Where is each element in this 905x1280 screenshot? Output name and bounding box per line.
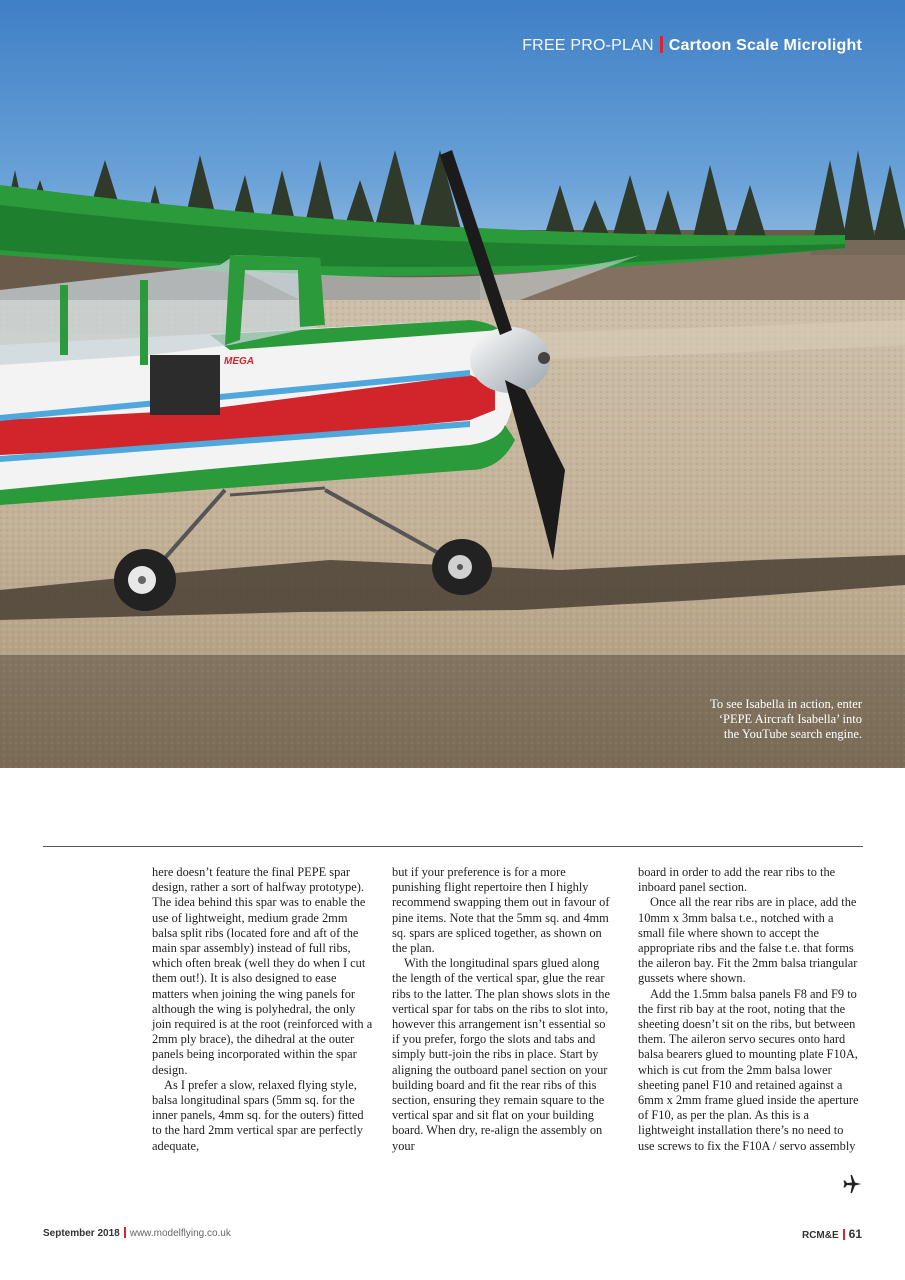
footer-divider <box>843 1229 845 1240</box>
paragraph: Add the 1.5mm balsa panels F8 and F9 to the first rib bay at the root, noting that the sheeting doesn’t sit on the ribs, but between them. The aileron servo secures onto hard balsa bearers glued to mounting plate F10A, which is cut from the 2mm balsa lower sheeting panel F10 and retained against a 6mm x 2mm frame glued inside the aperture of F10, as per the plan. As this is a lightweight installation there’s no need to use screws to fix the F10A / servo assembly <box>638 986 859 1153</box>
page-number: 61 <box>848 1227 862 1241</box>
footer-left <box>43 1227 231 1239</box>
text-column-3 <box>638 865 860 1154</box>
article-title: Cartoon Scale Microlight <box>668 37 862 54</box>
footer-divider <box>124 1227 126 1238</box>
left-wheel <box>114 549 176 611</box>
airplane-icon <box>842 1174 862 1194</box>
divider-rule <box>43 846 863 847</box>
footer-right <box>802 1227 862 1241</box>
issue-date: September 2018 <box>43 1228 120 1239</box>
magazine-name: RCM&E <box>801 1230 839 1241</box>
text-column-1 <box>152 865 374 1154</box>
paragraph: With the longitudinal spars glued along the length of the vertical spar, glue the rear ribs to the latter. The plan shows slots in the vertical spar for tabs on the ribs to slot into, however this arrangement isn’t essential so if you prefer, forgo the slots and tabs and simply butt-join the ribs in place. Start by aligning the outboard panel section on your building board and fit the rear ribs of this section, ensuring they remain square to the vertical spar and sit flat on your building board. When dry, re-align the assembly on your <box>392 956 610 1153</box>
paragraph: board in order to add the rear ribs to the inboard panel section. <box>638 865 836 895</box>
paragraph: Once all the rear ribs are in place, add the 10mm x 3mm balsa t.e., notched with a small file where shown to accept the appropriate ribs and the false t.e. that forms the aileron bay. Fit the 2mm balsa triangular gussets where shown. <box>638 895 858 986</box>
website-link[interactable]: www.modelflying.co.uk <box>129 1228 231 1239</box>
paragraph: here doesn’t feature the final PEPE spar design, rather a sort of halfway prototype). The idea behind this spar was to enable the use of lightweight, medium grade 2mm balsa split ribs (located fore and aft of the main spar assembly) instead of full ribs, which often break (well they do when I cut them out!). It is also designed to ease matters when joining the wing panels for although the wing is polyhedral, the only join required is at the root (reinforced with a 2mm ply brace), the dihedral at the outer panels being incorporated within the spar design. <box>152 865 373 1077</box>
photo-caption: To see Isabella in action, enter ‘PEPE Aircraft Isabella’ into the YouTube search engine. <box>710 697 862 741</box>
paragraph: As I prefer a slow, relaxed flying style, balsa longitudinal spars (5mm sq. for the inner panels, 4mm sq. for the outers) fitted to the hard 2mm vertical spar are perfectly adequate, <box>152 1077 364 1153</box>
fuselage-decal: MEGA <box>224 356 254 367</box>
text-column-2 <box>392 865 614 1154</box>
section-header <box>522 36 862 55</box>
header-divider <box>660 36 663 53</box>
right-wheel <box>432 539 492 595</box>
paragraph: but if your preference is for a more punishing flight repertoire then I highly recommend swapping them out in favour of pine items. Note that the 5mm sq. and 4mm sq. spars are spliced together, as shown on the plan. <box>392 865 610 956</box>
section-label: FREE PRO-PLAN <box>522 37 654 54</box>
